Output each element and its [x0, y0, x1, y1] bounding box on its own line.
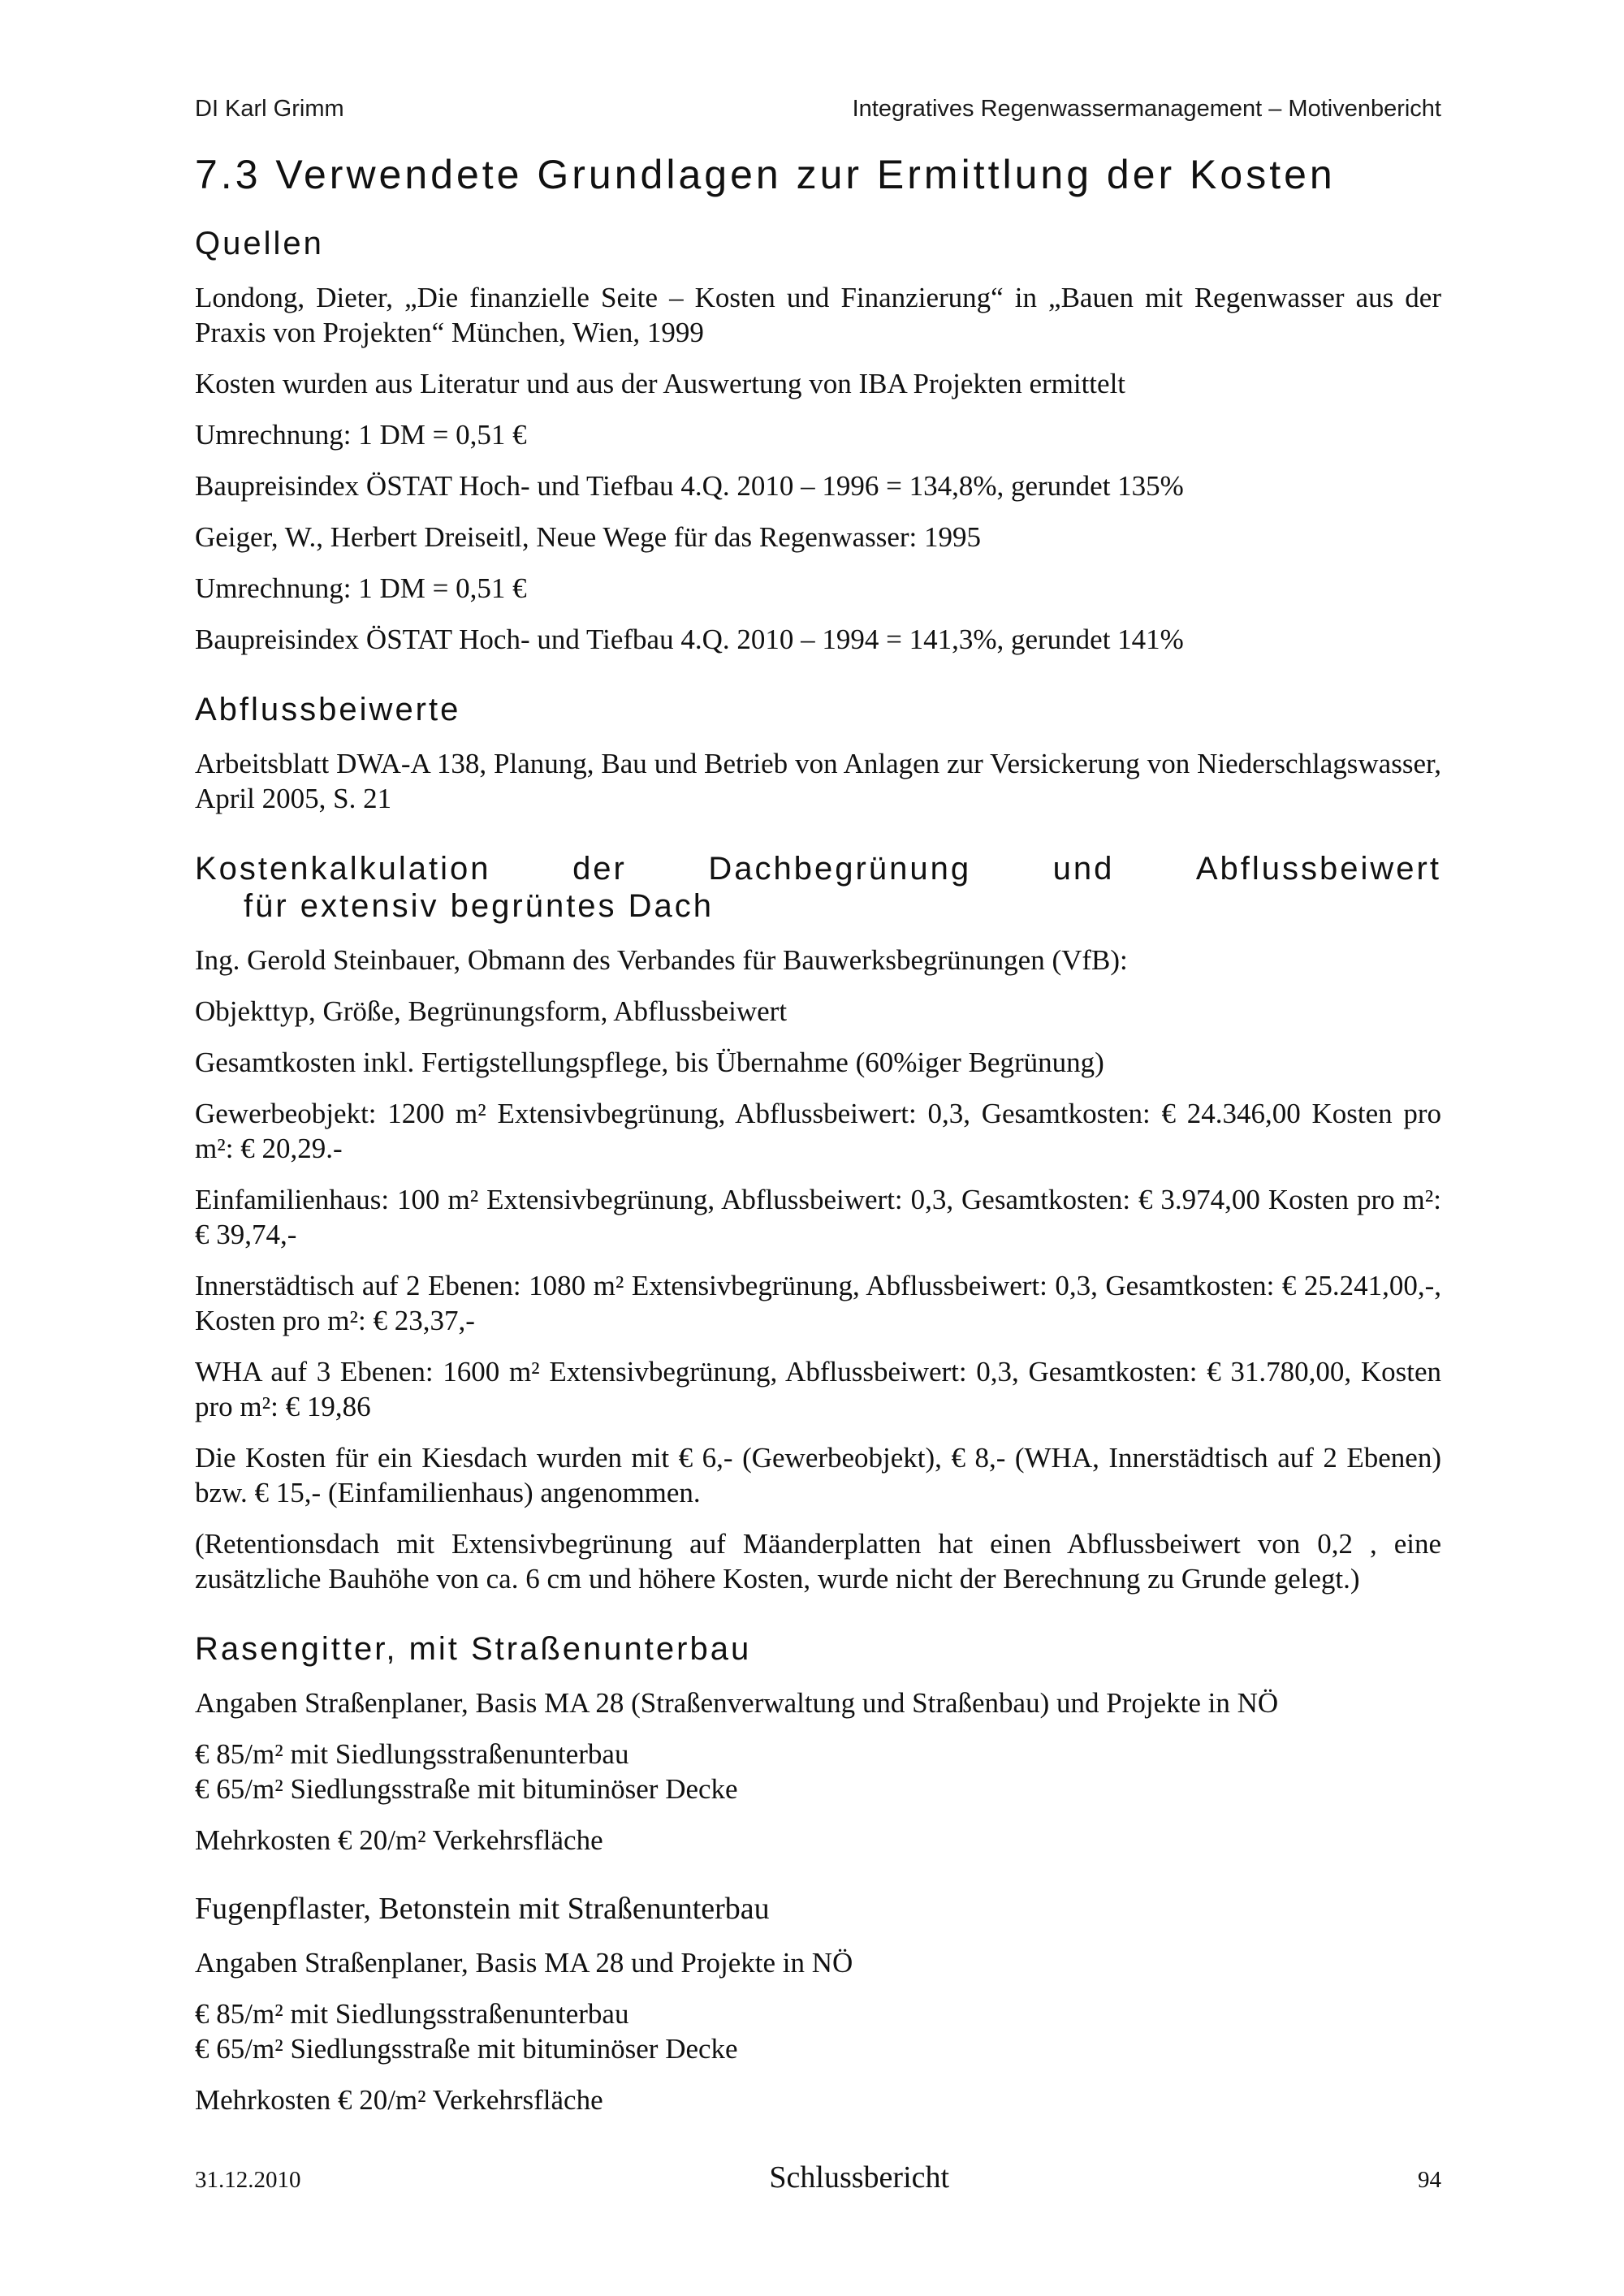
fugen-source: Angaben Straßenplaner, Basis MA 28 und Projekte in NÖ [195, 1946, 853, 1979]
fugen-extra: Mehrkosten € 20/m² Verkehrsfläche [195, 2083, 603, 2116]
footer-title: Schlussbericht [769, 2160, 950, 2195]
dach-heading-word: der [572, 851, 627, 887]
rasen-heading: Rasengitter, mit Straßenunterbau [195, 1631, 752, 1667]
dach-line: Innerstädtisch auf 2 Ebenen: 1080 m² Extensivbegrünung, Abflussbeiwert: 0,3, Gesamtkosten: € 25.241,00,-, Kosten pro m²: € 23,37,- [195, 1270, 1441, 1336]
section-dachbegruenung [195, 850, 1441, 1596]
dach-heading-continuation: für extensiv begrüntes Dach [244, 888, 715, 924]
dach-line: Einfamilienhaus: 100 m² Extensivbegrünung, Abflussbeiwert: 0,3, Gesamtkosten: € 3.974,00 Kosten pro m²: € 39,74,- [195, 1184, 1441, 1250]
section-abflussbeiwerte [195, 691, 1441, 816]
dach-heading-word: Kostenkalkulation [195, 851, 491, 887]
quellen-line: Baupreisindex ÖSTAT Hoch- und Tiefbau 4.Q. 2010 – 1994 = 141,3%, gerundet 141% [195, 624, 1184, 655]
quellen-line: Geiger, W., Herbert Dreiseitl, Neue Wege für das Regenwasser: 1995 [195, 521, 982, 553]
chapter-title: 7.3 Verwendete Grundlagen zur Ermittlung der Kosten [195, 152, 1336, 197]
dach-line: Gesamtkosten inkl. Fertigstellungspflege, bis Übernahme (60%iger Begrünung) [195, 1047, 1104, 1078]
quellen-line: Londong, Dieter, „Die finanzielle Seite – Kosten und Finanzierung“ in „Bauen mit Regenwasser aus der Praxis von Projekten“ München, Wien, 1999 [195, 282, 1441, 348]
section-rasengitter [195, 1630, 1441, 1858]
dach-line: Ing. Gerold Steinbauer, Obmann des Verbandes für Bauwerksbegrünungen (VfB): [195, 944, 1128, 976]
header-title: Integratives Regenwassermanagement – Motivenbericht [852, 96, 1441, 122]
quellen-line: Kosten wurden aus Literatur und aus der Auswertung von IBA Projekten ermittelt [195, 368, 1126, 399]
dach-line: Die Kosten für ein Kiesdach wurden mit € 6,- (Gewerbeobjekt), € 8,- (WHA, Innerstädtisch auf 2 Ebenen) bzw. € 15,- (Einfamilienhaus) angenommen. [195, 1442, 1441, 1508]
section-fugenpflaster [195, 1892, 1441, 2117]
section-quellen [195, 225, 1441, 657]
fugen-price: € 85/m² mit Siedlungsstraßenunterbau [195, 1997, 629, 2030]
quellen-heading: Quellen [195, 226, 324, 261]
page-footer [195, 2160, 1441, 2195]
rasen-source: Angaben Straßenplaner, Basis MA 28 (Straßenverwaltung und Straßenbau) und Projekte in NÖ [195, 1687, 1279, 1719]
dach-line: Objekttyp, Größe, Begrünungsform, Abflussbeiwert [195, 995, 788, 1027]
rasen-price: € 65/m² Siedlungsstraße mit bituminöser Decke [195, 1773, 738, 1805]
header-author: DI Karl Grimm [195, 96, 344, 122]
dach-heading-word: und [1052, 851, 1115, 887]
quellen-line: Umrechnung: 1 DM = 0,51 € [195, 419, 527, 451]
page-header [195, 96, 1441, 123]
quellen-line: Baupreisindex ÖSTAT Hoch- und Tiefbau 4.Q. 2010 – 1996 = 134,8%, gerundet 135% [195, 470, 1184, 502]
dach-line: WHA auf 3 Ebenen: 1600 m² Extensivbegrünung, Abflussbeiwert: 0,3, Gesamtkosten: € 31.780,00, Kosten pro m²: € 19,86 [195, 1356, 1441, 1422]
rasen-price: € 85/m² mit Siedlungsstraßenunterbau [195, 1738, 629, 1770]
dach-heading [195, 850, 1441, 887]
page-content [195, 153, 1441, 2134]
page-number: 94 [1417, 2167, 1441, 2193]
dach-heading-word: Dachbegrünung [708, 851, 972, 887]
footer-date: 31.12.2010 [195, 2167, 301, 2193]
quellen-line: Umrechnung: 1 DM = 0,51 € [195, 572, 527, 604]
abfluss-text: Arbeitsblatt DWA-A 138, Planung, Bau und Betrieb von Anlagen zur Versickerung von Niederschlagswasser, April 2005, S. 21 [195, 748, 1441, 814]
fugen-heading: Fugenpflaster, Betonstein mit Straßenunterbau [195, 1892, 770, 1926]
fugen-price: € 65/m² Siedlungsstraße mit bituminöser Decke [195, 2032, 738, 2065]
dach-heading-word: Abflussbeiwert [1195, 851, 1441, 887]
dach-line: (Retentionsdach mit Extensivbegrünung auf Mäanderplatten hat einen Abflussbeiwert von 0,2 , eine zusätzliche Bauhöhe von ca. 6 cm und höhere Kosten, wurde nicht der Berechnung zu Grunde gelegt.) [195, 1528, 1441, 1595]
rasen-extra: Mehrkosten € 20/m² Verkehrsfläche [195, 1824, 603, 1856]
abfluss-heading: Abflussbeiwerte [195, 692, 461, 727]
dach-line: Gewerbeobjekt: 1200 m² Extensivbegrünung, Abflussbeiwert: 0,3, Gesamtkosten: € 24.346,00 Kosten pro m²: € 20,29.- [195, 1098, 1441, 1164]
